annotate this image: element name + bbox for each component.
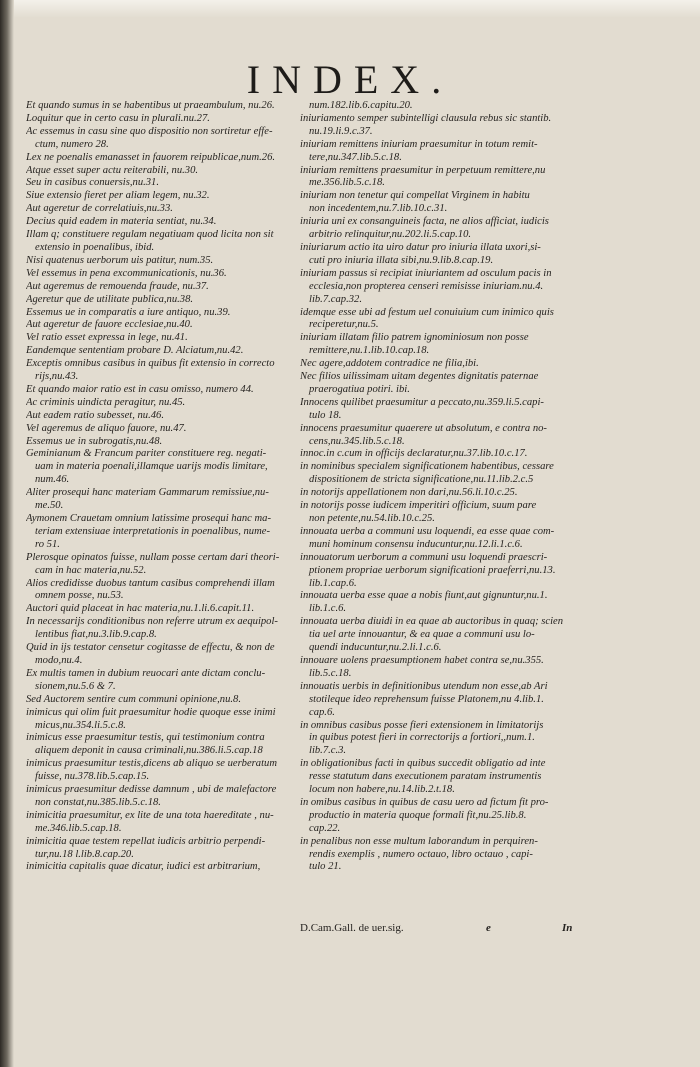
index-entry-line: Ageretur que de utilitate publica,nu.38. [26, 293, 194, 305]
index-entry-line: ptionem propriae uerborum significationi praeferri,nu.13. [309, 564, 556, 576]
index-entry-line: tere,nu.347.lib.5.c.18. [309, 151, 402, 163]
index-entry-line: inimicus qui olim fuit praesumitur hodie quoque esse inimi [26, 706, 276, 718]
index-entry-line: iniuriam passus si recipiat iniuriantem ad osculum pacis in [300, 267, 552, 279]
catchword: In [562, 922, 573, 934]
index-entry-line: rendis exemplis , numero octauo, libro octauo , capi- [309, 848, 533, 860]
index-entry-line: Essemus ue in comparatis a iure antiquo, nu.39. [26, 306, 231, 318]
index-entry-line: in quibus potest fieri in correctorijs a fortiori,,num.1. [309, 732, 535, 744]
index-entry-line: Aliter prosequi hanc materiam Gammarum remissiue,nu- [26, 487, 269, 499]
index-entry-line: Ac essemus in casu sine quo dispositio non sortiretur effe- [26, 125, 273, 137]
index-entry-line: lib.5.c.18. [309, 667, 352, 679]
index-entry-line: ro 51. [35, 538, 60, 550]
index-entry-line: Vel ratio esset expressa in lege, nu.41. [26, 332, 188, 344]
index-entry-line: tur,nu.18 l.lib.8.cap.20. [35, 848, 134, 860]
index-entry-line: Eandemque sententiam probare D. Alciatum,nu.42. [26, 345, 244, 357]
index-entry-line: Quid in ijs testator censetur cogitasse de effectu, & non de [26, 642, 275, 654]
index-entry-line: cens,nu.345.lib.5.c.18. [309, 435, 405, 447]
index-entry-line: cuti pro iniuria illata sibi,nu.9.lib.8.cap.19. [309, 254, 494, 266]
index-entry-line: tulo 18. [309, 409, 342, 421]
index-entry-line: Et quando sumus in se habentibus ut praeambulum, nu.26. [26, 100, 275, 111]
index-entry-line: non incedentem,nu.7.lib.10.c.31. [309, 203, 448, 215]
index-entry-line: arbitrio relinquitur,nu.202.li.5.cap.10. [309, 229, 472, 241]
index-entry-line: modo,nu.4. [35, 654, 83, 666]
index-entry-line: non constat,nu.385.lib.5.c.18. [35, 796, 161, 808]
index-entry-line: iniuria uni ex consanguineis facta, ne alios afficiat, iudicis [300, 216, 549, 228]
index-entry-line: tulo 21. [309, 861, 342, 873]
index-entry-line: teriam extensiuae interpretationis in poenalibus, nume- [35, 525, 270, 537]
index-entry-line: praerogatiua potiri. ibi. [309, 383, 410, 395]
index-entry-line: Aut eadem ratio subesset, nu.46. [26, 409, 164, 421]
index-entry-line: num.182.lib.6.capitu.20. [309, 100, 413, 111]
signature-line: D.Cam.Gall. de uer.sig. [300, 922, 404, 934]
page-top-margin [0, 0, 700, 18]
index-entry-line: stotileque ideo reprehensum fuisse Platonem,nu 4.lib.1. [309, 693, 544, 705]
index-entry-line: inimicitia quae testem repellat iudicis arbitrio perpendi- [26, 835, 266, 847]
index-entry-line: Vel essemus in pena excommunicationis, nu.36. [26, 267, 227, 279]
index-entry-line: Nisi quatenus uerborum uis patitur, num.35. [26, 254, 214, 266]
index-entry-line: innouatorum uerborum a communi usu loquendi praescri- [300, 551, 548, 563]
index-entry-line: nu.19.li.9.c.37. [309, 125, 373, 137]
index-entry-line: lentibus fiat,nu.3.lib.9.cap.8. [35, 629, 157, 641]
index-entry-line: locum non habere,nu.14.lib.2.t.18. [309, 784, 455, 796]
index-entry-line: extensio in poenalibus, ibid. [35, 241, 155, 253]
index-entry-line: Aut ageretur de correlatiuis,nu.33. [26, 203, 173, 215]
index-entry-line: lib.1.cap.6. [309, 577, 357, 589]
index-entry-line: innouare uolens praesumptionem habet contra se,nu.355. [300, 654, 544, 666]
index-entry-line: Illam q; constituere regulam negatiuam quod licita non sit [26, 229, 274, 241]
index-entry-line: fuisse, nu.378.lib.5.cap.15. [35, 771, 150, 783]
index-entry-line: in obligationibus facti in quibus succedit obligatio ad inte [300, 758, 546, 770]
index-entry-line: cam in hac materia,nu.52. [35, 564, 147, 576]
index-entry-line: inimicus esse praesumitur testis, qui testimonium contra [26, 732, 265, 744]
index-entry-line: iniuriam remittens iniuriam praesumitur in totum remit- [300, 138, 538, 150]
index-entry-line: Vel ageremus de aliquo fauore, nu.47. [26, 422, 187, 434]
index-entry-line: lib.1.c.6. [309, 603, 347, 615]
index-entry-line: idemque esse ubi ad festum uel conuiuium cum inimico quis [300, 306, 554, 318]
index-entry-line: ctum, numero 28. [35, 138, 109, 150]
index-entry-line: aliquem deponit in causa criminali,nu.386.li.5.cap.18 [35, 745, 263, 757]
index-entry-line: Essemus ue in subrogatis,nu.48. [26, 435, 163, 447]
index-entry-line: inimicitia capitalis quae dicatur, iudici est arbitrarium, [26, 861, 261, 873]
index-entry-line: Siue extensio fieret per aliam legem, nu.32. [26, 190, 210, 202]
index-entry-line: iniuriam illatam filio patrem ignominiosum non posse [300, 332, 529, 344]
signature-mark: e [486, 922, 491, 934]
index-entry-line: in penalibus non esse multum laborandum in perquiren- [300, 835, 538, 847]
index-entry-line: in notorijs posse iudicem imperitiri officium, suum pare [300, 500, 537, 512]
index-entry-line: innouata uerba esse quae a nobis fiunt,aut gignuntur,nu.1. [300, 590, 548, 602]
index-entry-line: Alios credidisse duobus tantum casibus comprehendi illam [26, 577, 275, 589]
index-entry-line: In necessarijs conditionibus non referre utrum ex aequipol- [26, 616, 278, 628]
index-entry-line: muni hominum consensu inducuntur,nu.12.li.1.c.6. [309, 538, 523, 550]
index-entry-line: in nominibus specialem significationem habentibus, cessare [300, 461, 554, 473]
index-entry-line: lib.7.c.3. [309, 745, 347, 757]
index-entry-line: cap.22. [309, 822, 341, 834]
index-entry-line: productio in materia quoque formali fit,nu.25.lib.8. [309, 809, 527, 821]
index-entry-line: micus,nu.354.li.5.c.8. [35, 719, 126, 731]
index-entry-line: Aymonem Crauetam omnium latissime prosequi hanc ma- [26, 513, 272, 524]
index-entry-line: tia uel arte innouantur, & ea quae a communi usu lo- [309, 629, 535, 641]
index-entry-line: dispositionem de stricta significatione,nu.11.lib.2.c.5 [309, 474, 534, 486]
index-entry-line: innocens praesumitur quaerere ut absolutum, e contra no- [300, 422, 547, 434]
index-entry-line: innouata uerba diuidi in ea quae ab auctoribus in quaq; scien [300, 616, 564, 628]
index-entry-line: in omnibus casibus posse fieri extensionem in limitatorijs [300, 719, 544, 731]
index-entry-line: innouata uerba a communi usu loquendi, ea esse quae com- [300, 525, 555, 537]
index-entry-line: quendi inducuntur,nu.2.li.1.c.6. [309, 642, 442, 654]
index-entry-line: lib.7.cap.32. [309, 293, 362, 305]
index-entry-line: omnem posse, nu.53. [35, 590, 124, 602]
index-entry-line: me.356.lib.5.c.18. [309, 177, 385, 189]
index-entry-line: resse statutum dans executionem paratam instrumentis [309, 771, 542, 783]
index-entry-line: Aut ageremus de remouenda fraude, nu.37. [26, 280, 209, 292]
index-entry-line: Nec agere,addotem contradice ne filia,ibi. [300, 358, 479, 370]
index-column-left [26, 100, 298, 874]
page-binding-shadow [0, 0, 14, 1067]
index-entry-line: iniuriam remittens praesumitur in perpetuum remittere,nu [300, 164, 546, 176]
index-entry-line: iniuriam non tenetur qui compellat Virginem in habitu [300, 190, 530, 202]
index-entry-line: Loquitur que in certo casu in plurali.nu.27. [26, 112, 210, 124]
index-entry-line: inimicus praesumitur dedisse damnum , ubi de malefactore [26, 784, 277, 796]
index-entry-line: Nec filios uilissimam uitam degentes dignitatis paternae [300, 371, 539, 383]
index-entry-line: Seu in casibus conuersis,nu.31. [26, 177, 160, 189]
index-entry-line: Atque esset super actu reiterabili, nu.30. [26, 164, 199, 176]
index-entry-line: Exceptis omnibus casibus in quibus fit extensio in correcto [26, 358, 275, 370]
index-entry-line: me.346.lib.5.cap.18. [35, 822, 122, 834]
index-entry-line: ecclesia,non propterea censeri remisisse iniuriam.nu.4. [309, 280, 544, 292]
index-entry-line: remittere,nu.1.lib.10.cap.18. [309, 345, 430, 357]
index-entry-line: Aut ageretur de fauore ecclesiae,nu.40. [26, 319, 193, 331]
index-entry-line: Decius quid eadem in materia sentiat, nu.34. [26, 216, 217, 228]
index-entry-line: me.50. [35, 500, 64, 512]
index-entry-line: num.46. [35, 474, 70, 486]
index-entry-line: rijs,nu.43. [35, 371, 79, 383]
index-entry-line: uam in materia poenali,illamque uarijs modis limitare, [35, 461, 268, 473]
index-entry-line: Ex multis tamen in dubium reuocari ante dictam conclu- [26, 667, 266, 679]
index-entry-line: Geminianum & Francum pariter constituere reg. negati- [26, 448, 267, 460]
index-entry-line: cap.6. [309, 706, 335, 718]
index-entry-line: innouatis uerbis in definitionibus utendum non esse,ab Ari [300, 680, 548, 692]
index-entry-line: inimicitia praesumitur, ex lite de una tota haereditate , nu- [26, 809, 274, 821]
index-entry-line: non petente,nu.54.lib.10.c.25. [309, 513, 435, 524]
index-entry-line: Innocens quilibet praesumitur a peccato,nu.359.li.5.capi- [300, 396, 544, 408]
index-entry-line: inimicus praesumitur testis,dicens ab aliquo se uerberatum [26, 758, 277, 770]
index-entry-line: in notorijs appellationem non dari,nu.56.li.10.c.25. [300, 487, 518, 499]
index-entry-line: Lex ne poenalis emanasset in fauorem reipublicae,num.26. [26, 151, 276, 163]
index-entry-line: Ac criminis uindicta peragitur, nu.45. [26, 396, 186, 408]
index-entry-line: in omibus casibus in quibus de casu uero ad fictum fit pro- [300, 796, 549, 808]
index-entry-line: Sed Auctorem sentire cum communi opinione,nu.8. [26, 693, 241, 705]
index-entry-line: innoc.in c.cum in officijs declaratur,nu.37.lib.10.c.17. [300, 448, 528, 460]
index-entry-line: reciperetur,nu.5. [309, 319, 379, 331]
index-entry-line: iniuriarum actio ita uiro datur pro iniuria illata uxori,si- [300, 241, 541, 253]
index-column-right [300, 100, 598, 874]
index-entry-line: iniuriamento semper subintelligi clausula rebus sic stantib. [300, 112, 552, 124]
index-entry-line: Et quando maior ratio est in casu omisso, numero 44. [26, 383, 254, 395]
index-entry-line: sionem,nu.5.6 & 7. [35, 680, 116, 692]
index-entry-line: Auctori quid placeat in hac materia,nu.1.li.6.capit.11. [26, 603, 255, 615]
page-title: INDEX. [246, 57, 454, 102]
index-entry-line: Plerosque opinatos fuisse, nullam posse certam dari theori- [26, 551, 280, 563]
